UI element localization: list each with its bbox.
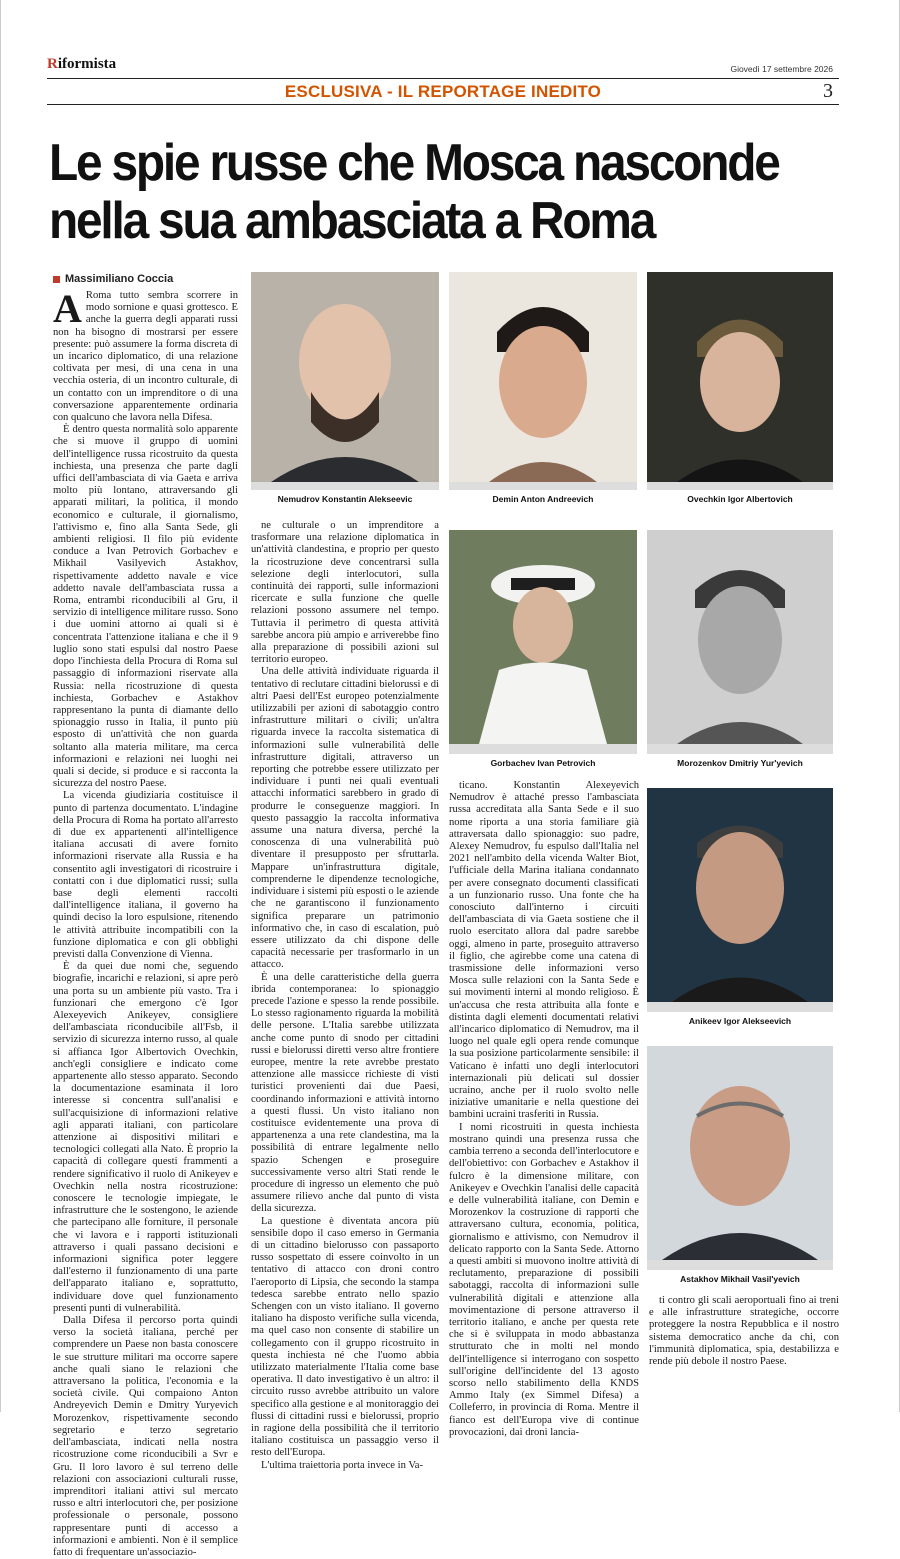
photo-caption: Astakhov Mikhail Vasil'yevich bbox=[647, 1270, 833, 1284]
paragraph: È da quei due nomi che, seguendo biografie, incarichi e relazioni, si apre però una porta su un ambiente più vasto. Tra i funzionari che emergono c'è Igor Alexeyevich Anikeyev, consigliere dell'ambasciata riconducibile all'Fsb, il servizio di sicurezza interno russo, al quale si affianca Igor Albertovich Ovechkin, anch'egli consigliere e indicato come appartenente allo stesso apparato. Secondo la documentazione esaminata il loro interesse si concentra sull'analisi e sull'acquisizione di informazioni relative agli apparati italiani, con particolare attenzione ai dispositivi militari e tecnologici collegati alla Nato. È proprio la capacità di collegare questi frammenti a rendere significativo il ruolo di Anikeyev e Ovechkin nella nostra ricostruzione: conoscere le tecnologie impiegate, le infrastrutture che le sostengono, le aziende che partecipano alle forniture, il personale che vi lavora e i rapporti istituzionali attraverso i quali passano decisioni e informazioni significa poter leggere dall'esterno il funzionamento di una parte dell'apparato italiano e, soprattutto, individuare dove quel funzionamento presenti punti di vulnerabilità. bbox=[53, 961, 238, 1314]
photo-gorbachev bbox=[449, 530, 637, 768]
photo-caption: Nemudrov Konstantin Alekseevic bbox=[251, 490, 439, 504]
paragraph: La vicenda giudiziaria costituisce il punto di partenza documentato. L'indagine della Procura di Roma ha portato all'arresto di due ex appartenenti all'intelligence italiana accusati di avere fornito informazioni riservate alla Russia e ha consentito agli investigatori di ricostruire i contatti con i due diplomatici russi; sulla base degli elementi raccolti dall'intelligence italiana, il governo ha quindi deciso la loro espulsione, ritenendo le attività attribuite incompatibili con la funzione diplomatica e con gli obblighi previsti dalla Convenzione di Vienna. bbox=[53, 790, 238, 960]
byline bbox=[53, 273, 173, 285]
masthead bbox=[47, 56, 837, 78]
paragraph: Una delle attività individuate riguarda il tentativo di reclutare cittadini bielorussi e di altri Paesi dell'Est europeo potenzialmente utilizzabili per azioni di sabotaggio contro infrastrutture militari o civili; un'altra riguarda invece la raccolta sistematica di informazioni sulle vulnerabilità delle infrastrutture digitali, attraverso un reporting che potrebbe essere utilizzato per individuare i punti nei quali eventuali attacchi informatici sarebbero in grado di produrre le conseguenze maggiori. In questo passaggio la raccolta informativa assume una natura diversa, perché la conoscenza di una vulnerabilità può diventare il presupposto per sfruttarla. Mappare un'infrastruttura digitale, comprenderne le dipendenze tecnologiche, individuare i sistemi più esposti o le aziende che ne garantiscono il funzionamento significa preparare un patrimonio informativo che, in caso di escalation, può essere utilizzato da chi dispone delle capacità necessarie per trasformarlo in un attacco. bbox=[251, 666, 439, 971]
photo-astakhov bbox=[647, 1046, 833, 1284]
photo-caption: Anikeev Igor Alekseevich bbox=[647, 1012, 833, 1026]
portrait-image bbox=[251, 272, 439, 482]
headline: Le spie russe che Mosca nasconde nella sua ambasciata a Roma bbox=[49, 134, 779, 250]
portrait-image bbox=[647, 530, 833, 744]
paragraph: A Roma tutto sembra scorrere in modo sornione e quasi grottesco. E anche la guerra degli apparati russi non ha bisogno di mostrarsi per essere presente: può assumere la forma discreta di un incarico diplomatico, di una relazione coltivata per mesi, di una cena in una vecchia osteria, di un incontro culturale, di un contatto con un imprenditore o di una conversazione apparentemente ordinaria con qualcuno che lavora nella Difesa. bbox=[53, 286, 238, 424]
paragraph: La questione è diventata ancora più sensibile dopo il caso emerso in Germania di un cittadino bielorusso con passaporto russo sospettato di essere coinvolto in un tentativo di attacco con droni contro l'aeroporto di Lipsia, che secondo la stampa tedesca sarebbe entrato nello spazio Schengen con un visto italiano. Il governo italiano ha disposto verifiche sulla vicenda, ma quel caso non consente di stabilire un collegamento con il gruppo ricostruito in questa inchiesta né che l'uomo abbia utilizzato materialmente l'Italia come base operativa. Il dato investigativo è un altro: il circuito russo avrebbe attribuito un valore specifico alla gestione e al monitoraggio dei flussi di cittadini russi e bielorussi, proprio in ragione della possibilità che il territorio italiano costituisca un passaggio verso il resto dell'Europa. bbox=[251, 1215, 439, 1459]
portrait-image bbox=[647, 788, 833, 1002]
paragraph: Dalla Difesa il percorso porta quindi verso la società italiana, perché per comprendere un Paese non basta conoscere le sue strutture militari ma occorre sapere anche quali siano le relazioni che attraversano la politica, l'economia e la società civile. Qui compaiono Anton Andreyevich Demin e Dmitry Yuryevich Morozenkov, rispettivamente secondo segretario e terzo segretario dell'ambasciata, indicati nella nostra ricostruzione come riconducibili a Svr e Gru. Il loro lavoro è sul terreno delle relazioni con associazioni culturali russe, imprenditori italiani attivi sul mercato russo e altri interlocutori che, per posizione professionale o personale, possono rappresentare punti di accesso a informazioni e ambienti. Non è il semplice fatto di frequentare un'associazio- bbox=[53, 1315, 238, 1558]
article-column-2 bbox=[251, 520, 439, 1471]
page-number: 3 bbox=[823, 80, 833, 102]
photo-caption: Gorbachev Ivan Petrovich bbox=[449, 754, 637, 768]
divider bbox=[47, 78, 839, 79]
section-kicker: ESCLUSIVA - IL REPORTAGE INEDITO bbox=[284, 82, 602, 101]
article-column-4 bbox=[649, 1295, 839, 1375]
paragraph: ne culturale o un imprenditore a trasformare una relazione diplomatica in un'attività clandestina, e proprio per questo la ricostruzione deve concentrarsi sulla selezione degli interlocutori, sulla continuità dei rapporti, sulle informazioni ricercate e sulla funzione che quelle relazioni possono assumere nel tempo. Tuttavia il perimetro di questa attività sarebbe ancora più ampio e arriverebbe fino alla preparazione di possibili azioni sul territorio europeo. bbox=[251, 520, 439, 666]
paragraph: ti contro gli scali aeroportuali fino ai treni e alle infrastrutture strategiche, occorre proteggere la nostra Repubblica e il nostro sistema democratico anche da chi, con l'immunità diplomatica, spia, destabilizza e rende più debole il nostro Paese. bbox=[649, 1295, 839, 1368]
paragraph: L'ultima traiettoria porta invece in Va- bbox=[261, 1459, 424, 1471]
photo-anikeev bbox=[647, 788, 833, 1026]
photo-demin bbox=[449, 272, 637, 504]
article-column-1 bbox=[53, 286, 238, 1558]
paragraph: È una delle caratteristiche della guerra ibrida contemporanea: lo spionaggio precede l'azione e spesso la rende possibile. Lo stesso ragionamento riguarda la mobilità delle persone. L'Italia sarebbe utilizzata anche come punto di snodo per cittadini russi e bielorussi diretti verso altre frontiere europee, mentre la rete avrebbe prestato attenzione alle massicce richieste di visti turistici provenienti dai due Paesi, coordinando informazioni e attività intorno a questi flussi. Un visto italiano non costituisce evidentemente una prova di appartenenza a una rete clandestina, ma la possibilità di entrare legalmente nello spazio Schengen e proseguire successivamente verso altri Stati rende le procedure di ingresso un elemento che può assumere rilievo anche dal punto di vista della sicurezza. bbox=[251, 971, 439, 1215]
article-column-3 bbox=[449, 780, 639, 1438]
portrait-image bbox=[647, 1046, 833, 1260]
divider bbox=[47, 104, 839, 105]
portrait-image bbox=[647, 272, 833, 482]
issue-date: Giovedì 17 settembre 2026 bbox=[730, 64, 833, 74]
drop-cap: A bbox=[53, 286, 82, 331]
byline-square-icon bbox=[53, 276, 60, 283]
newspaper-logo: Riformista bbox=[47, 56, 117, 72]
paragraph: ticano. Konstantin Alexeyevich Nemudrov è attaché presso l'ambasciata russa accreditata alla Santa Sede e il suo nome riporta a una storia familiare già attraversata dallo spionaggio: suo padre, Alexey Nemudrov, fu espulso dall'Italia nel 2021 nell'ambito della vicenda Walter Biot, l'ufficiale della Marina italiana condannato per avere consegnato documenti classificati a un funzionario russo. Una fonte che ha conosciuto dall'interno i circuiti dell'ambasciata di via Gaeta sostiene che il ruolo esercitato allora dal padre sarebbe oggi, almeno in parte, proseguito attraverso il figlio, che agirebbe come una catena di trasmissione delle informazioni verso Mosca sulle relazioni con la Santa Sede e sui movimenti interni al mondo religioso. È un'accusa che resta attribuita alla fonte e distinta dagli elementi documentati relativi all'incarico diplomatico di Nemudrov, ma il luogo nel quale egli opera rende comunque la sua posizione particolarmente sensibile: il Vaticano è infatti uno degli interlocutori internazionali più delicati sul dossier ucraino, anche per il ruolo svolto nelle iniziative umanitarie e nella questione dei bambini ucraini trasferiti in Russia. bbox=[449, 780, 639, 1121]
portrait-image bbox=[449, 530, 637, 744]
photo-nemudrov bbox=[251, 272, 439, 504]
author-name: Massimiliano Coccia bbox=[65, 273, 174, 285]
photo-caption: Demin Anton Andreevich bbox=[449, 490, 637, 504]
photo-caption: Ovechkin Igor Albertovich bbox=[647, 490, 833, 504]
photo-caption: Morozenkov Dmitriy Yur'yevich bbox=[647, 754, 833, 768]
photo-morozenkov bbox=[647, 530, 833, 768]
paragraph: I nomi ricostruiti in questa inchiesta mostrano quindi una presenza russa che cambia terreno a seconda dell'interlocutore e dell'obiettivo: con Gorbachev e Astakhov il fulcro è la dimensione militare, con Anikeyev e Ovechkin l'analisi delle capacità e delle vulnerabilità italiane, con Demin e Morozenkov la costruzione di rapporti che attraversano cultura, economia, politica, giornalismo e attivismo, con Nemudrov il delicato rapporto con la Santa Sede. Attorno a questi ambiti si muovono inoltre attività di reclutamento, preparazione di possibili sabotaggi, raccolta di informazioni sulle vulnerabilità digitali e attenzione alla movimentazione di persone attraverso il territorio italiano, e anche per questa rete che si è sviluppata in modo abbastanza strutturato che in molti nel mondo dell'intelligence si interrogano con sospetto sull'origine dell'incidente del 13 agosto scorso nello stabilimento della KNDS Ammo Italy (ex Simmel Difesa) a Colleferro, in provincia di Roma. Mentre il fianco est dell'Europa vive di continue provocazioni, dai droni lancia- bbox=[449, 1121, 639, 1438]
paragraph: È dentro questa normalità solo apparente che si muove il gruppo di uomini dell'intelligence russa ricostruito da questa inchiesta, una presenza che parte dagli uffici dell'ambasciata di via Gaeta e arriva molto più lontano, attraversando gli apparati militari, la politica, il mondo economico e culturale, il giornalismo, l'attivismo e, fino alla Santa Sede, gli ambienti religiosi. Il filo più evidente conduce a Ivan Petrovich Gorbachev e Mikhail Vasilyevich Astakhov, rispettivamente addetto navale e vice addetto navale dell'ambasciata russa a Roma, entrambi riconducibili al Gru, il servizio di intelligence militare russo. Sono i due uomini attorno ai quali si è concentrata l'attenzione italiana e che il 9 luglio sono stati espulsi dal nostro Paese dopo l'inchiesta della Procura di Roma sul passaggio di informazioni riservate alla Russia: nella ricostruzione di questa inchiesta, Gorbachev e Astakhov rappresentano la punta di diamante dello spionaggio russo in Italia, il punto più esposto di un'attività che non guarda soltanto alla materia militare, ma cerca informazioni e relazioni nei luoghi nei quali si decide, si produce e si racconta la sicurezza del nostro Paese. bbox=[53, 424, 238, 790]
photo-ovechkin bbox=[647, 272, 833, 504]
portrait-image bbox=[449, 272, 637, 482]
